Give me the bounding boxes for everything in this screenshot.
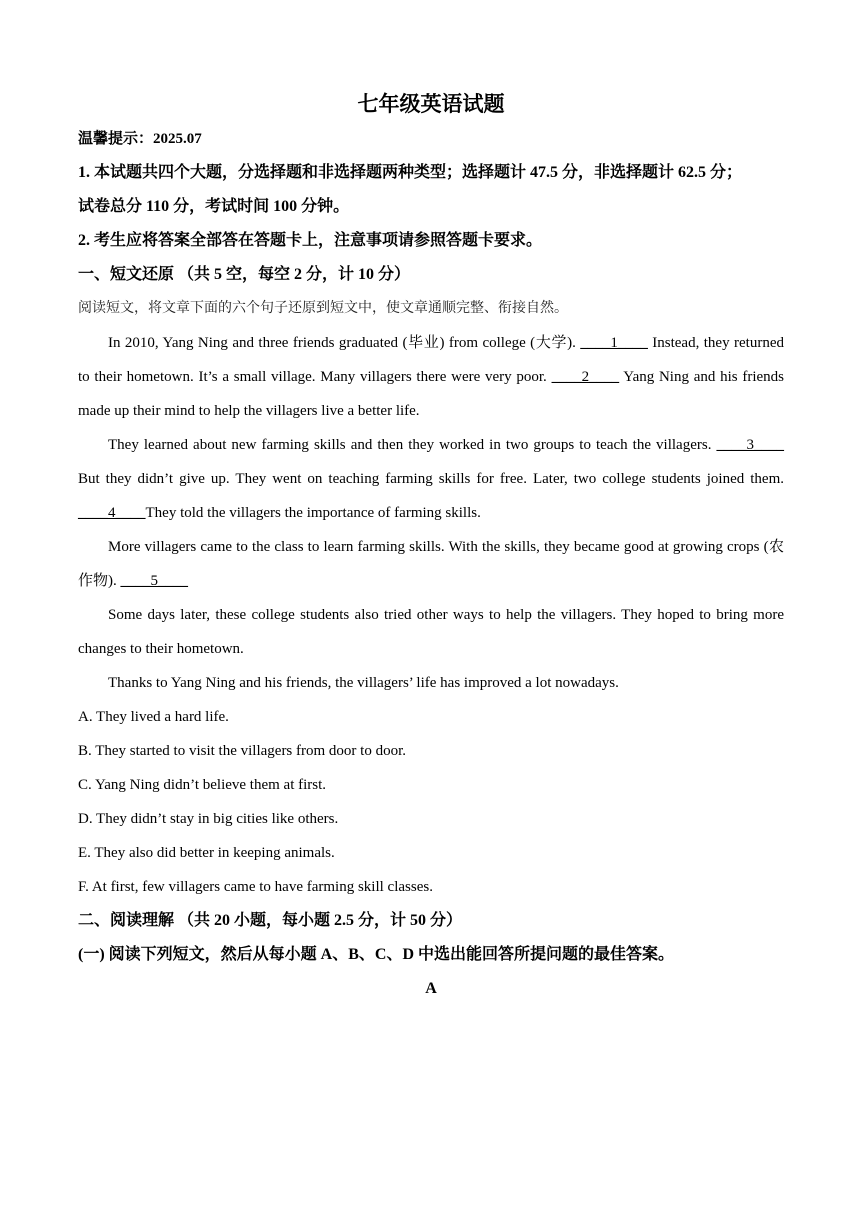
notice-heading: 温馨提示：2025.07 [78, 131, 202, 147]
option-a: A. They lived a hard life. [78, 709, 229, 725]
option-c: C. Yang Ning didn’t believe them at first. [78, 777, 327, 793]
passage-paragraph-4: Some days later, these college students also tried other ways to help the villagers. They hoped to bring more changes to their hometown. [78, 607, 784, 657]
section2-heading: 二、阅读理解 （共 20 小题，每小题 2.5 分，计 50 分） [78, 912, 463, 929]
paragraph-text: Yang Ning and his friends made up their mind to help the villagers live a better life. [78, 369, 784, 419]
blank-1: ____1____ [580, 335, 648, 351]
blank-2: ____2____ [551, 369, 620, 385]
passage-paragraph-3 [78, 530, 784, 598]
blank-3: ____3____ [716, 437, 784, 453]
option-b: B. They started to visit the villagers from door to door. [78, 743, 407, 759]
option-d: D. They didn’t stay in big cities like others. [78, 811, 339, 827]
exam-page [78, 86, 784, 1006]
section1-instruction: 阅读短文，将文章下面的六个句子还原到短文中，使文章通顺完整、衔接自然。 [78, 301, 568, 316]
paragraph-text: Instead, they returned to their hometown. It’s a small village. Many villagers there were very poor. [78, 335, 784, 385]
section1-heading: 一、短文还原 （共 5 空，每空 2 分，计 10 分） [78, 266, 411, 283]
passage-label: A [425, 980, 437, 997]
passage-paragraph-2 [78, 428, 784, 530]
option-e: E. They also did better in keeping animals. [78, 845, 335, 861]
blank-4: ____4____ [78, 505, 146, 521]
notice-item-2: 2. 考生应将答案全部答在答题卡上，注意事项请参照答题卡要求。 [78, 232, 543, 249]
paragraph-text: They told the villagers the importance of farming skills. [145, 505, 481, 521]
notice-item-1a: 1. 本试题共四个大题，分选择题和非选择题两种类型；选择题计 47.5 分，非选择题计 62.5 分； [78, 164, 743, 181]
blank-5: ____5____ [120, 573, 188, 589]
passage-paragraph-5: Thanks to Yang Ning and his friends, the villagers’ life has improved a lot nowadays. [108, 675, 619, 691]
notice-item-1b: 试卷总分 110 分，考试时间 100 分钟。 [78, 198, 350, 215]
section2-sub-heading: (一) 阅读下列短文，然后从每小题 A、B、C、D 中选出能回答所提问题的最佳答案。 [78, 946, 674, 963]
paragraph-text: More villagers came to the class to learn farming skills. With the skills, they became good at growing crops (农作物). [78, 539, 784, 589]
paragraph-text: In 2010, Yang Ning and three friends graduated (毕业) from college (大学). [108, 335, 581, 351]
paragraph-text: They learned about new farming skills and then they worked in two groups to teach the villagers. [108, 437, 717, 453]
page-title: 七年级英语试题 [357, 92, 505, 116]
paragraph-text: But they didn’t give up. They went on teaching farming skills for free. Later, two college students joined them. [78, 471, 784, 487]
option-f: F. At first, few villagers came to have farming skill classes. [78, 879, 433, 895]
passage-paragraph-1 [78, 326, 784, 428]
